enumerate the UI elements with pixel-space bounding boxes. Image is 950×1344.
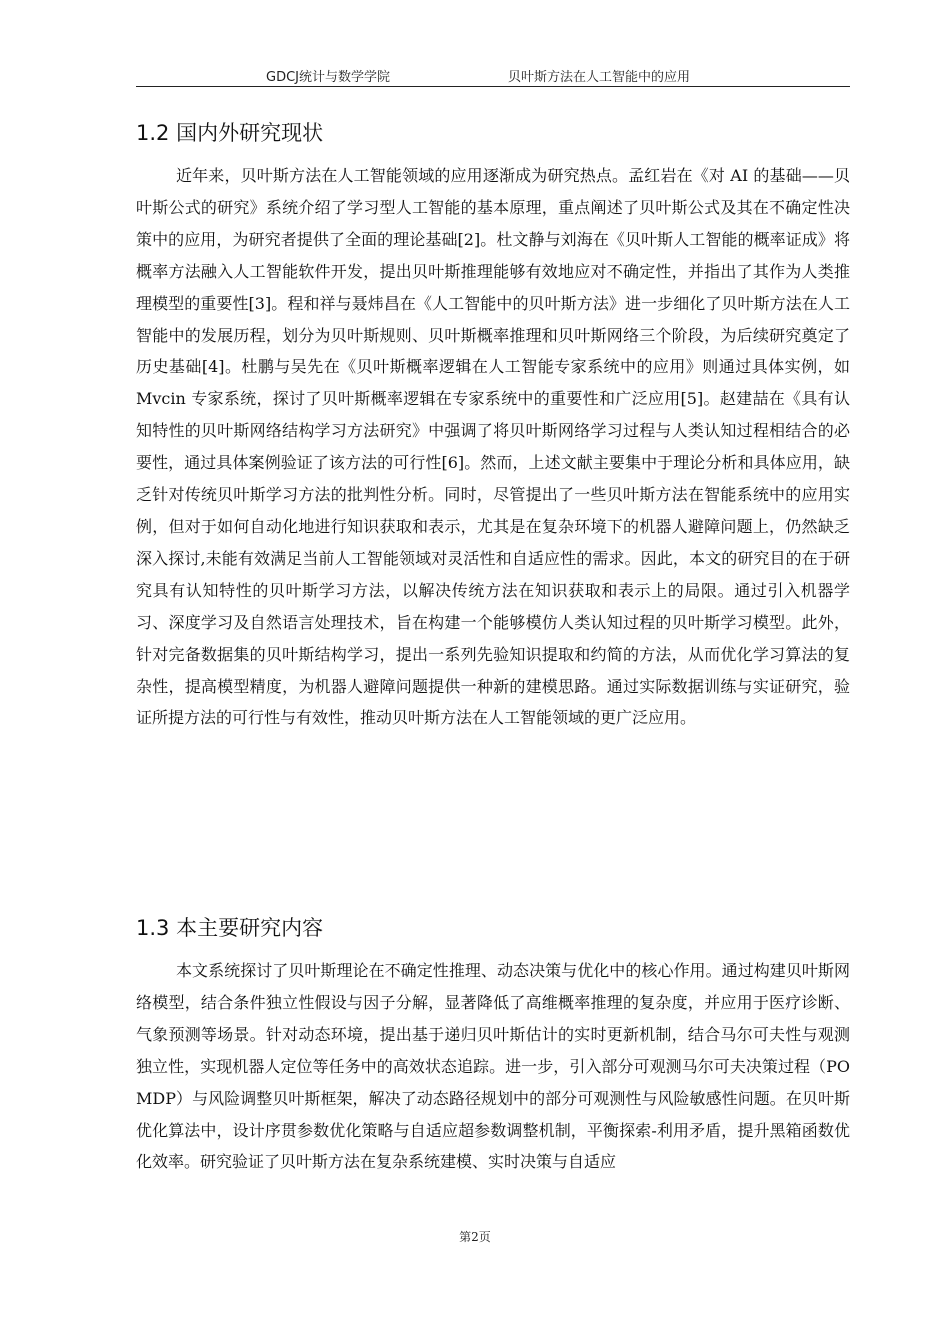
header-title: 贝叶斯方法在人工智能中的应用 (508, 70, 691, 85)
header-school: GDCJ统计与数学学院 (266, 70, 390, 85)
section-heading-1-2: 1.2 国内外研究现状 (136, 121, 324, 145)
running-header (136, 66, 850, 86)
section-paragraph-1-3: 本文系统探讨了贝叶斯理论在不确定性推理、动态决策与优化中的核心作用。通过构建贝叶斯网络模型，结合条件独立性假设与因子分解，显著降低了高维概率推理的复杂度，并应用于医疗诊断、气象预测等场景。针对动态环境，提出基于递归贝叶斯估计的实时更新机制，结合马尔可夫性与观测独立性，实现机器人定位等任务中的高效状态追踪。进一步，引入部分可观测马尔可夫决策过程（POMDP）与风险调整贝叶斯框架，解决了动态路径规划中的部分可观测性与风险敏感性问题。在贝叶斯优化算法中，设计序贯参数优化策略与自适应超参数调整机制，平衡探索-利用矛盾，提升黑箱函数优化效率。研究验证了贝叶斯方法在复杂系统建模、实时决策与自适应 (136, 961, 850, 1172)
header-rule (136, 86, 850, 87)
section-paragraph-1-2: 近年来，贝叶斯方法在人工智能领域的应用逐渐成为研究热点。孟红岩在《对 AI 的基础——贝叶斯公式的研究》系统介绍了学习型人工智能的基本原理，重点阐述了贝叶斯公式及其在不确定性决策中的应用，为研究者提供了全面的理论基础[2]。杜文静与刘海在《贝叶斯人工智能的概率证成》将概率方法融入人工智能软件开发，提出贝叶斯推理能够有效地应对不确定性，并指出了其作为人类推理模型的重要性[3]。程和祥与聂炜昌在《人工智能中的贝叶斯方法》进一步细化了贝叶斯方法在人工智能中的发展历程，划分为贝叶斯规则、贝叶斯概率推理和贝叶斯网络三个阶段，为后续研究奠定了历史基础[4]。杜鹏与吴先在《贝叶斯概率逻辑在人工智能专家系统中的应用》则通过具体实例，如 Mvcin 专家系统，探讨了贝叶斯概率逻辑在专家系统中的重要性和广泛应用[5]。赵建喆在《具有认知特性的贝叶斯网络结构学习方法研究》中强调了将贝叶斯网络学习过程与人类认知过程相结合的必要性，通过具体案例验证了该方法的可行性[6]。然而，上述文献主要集中于理论分析和具体应用，缺乏针对传统贝叶斯学习方法的批判性分析。同时，尽管提出了一些贝叶斯方法在智能系统中的应用实例，但对于如何自动化地进行知识获取和表示，尤其是在复杂环境下的机器人避障问题上，仍然缺乏深入探讨,未能有效满足当前人工智能领域对灵活性和自适应性的需求。因此，本文的研究目的在于研究具有认知特性的贝叶斯学习方法，以解决传统方法在知识获取和表示上的局限。通过引入机器学习、深度学习及自然语言处理技术，旨在构建一个能够模仿人类认知过程的贝叶斯学习模型。此外，针对完备数据集的贝叶斯结构学习，提出一系列先验知识提取和约简的方法，从而优化学习算法的复杂性，提高模型精度，为机器人避障问题提供一种新的建模思路。通过实际数据训练与实证研究，验证所提方法的可行性与有效性，推动贝叶斯方法在人工智能领域的更广泛应用。 (136, 166, 850, 728)
section-heading-1-3: 1.3 本主要研究内容 (136, 916, 324, 940)
page-number: 第2页 (459, 1230, 491, 1244)
